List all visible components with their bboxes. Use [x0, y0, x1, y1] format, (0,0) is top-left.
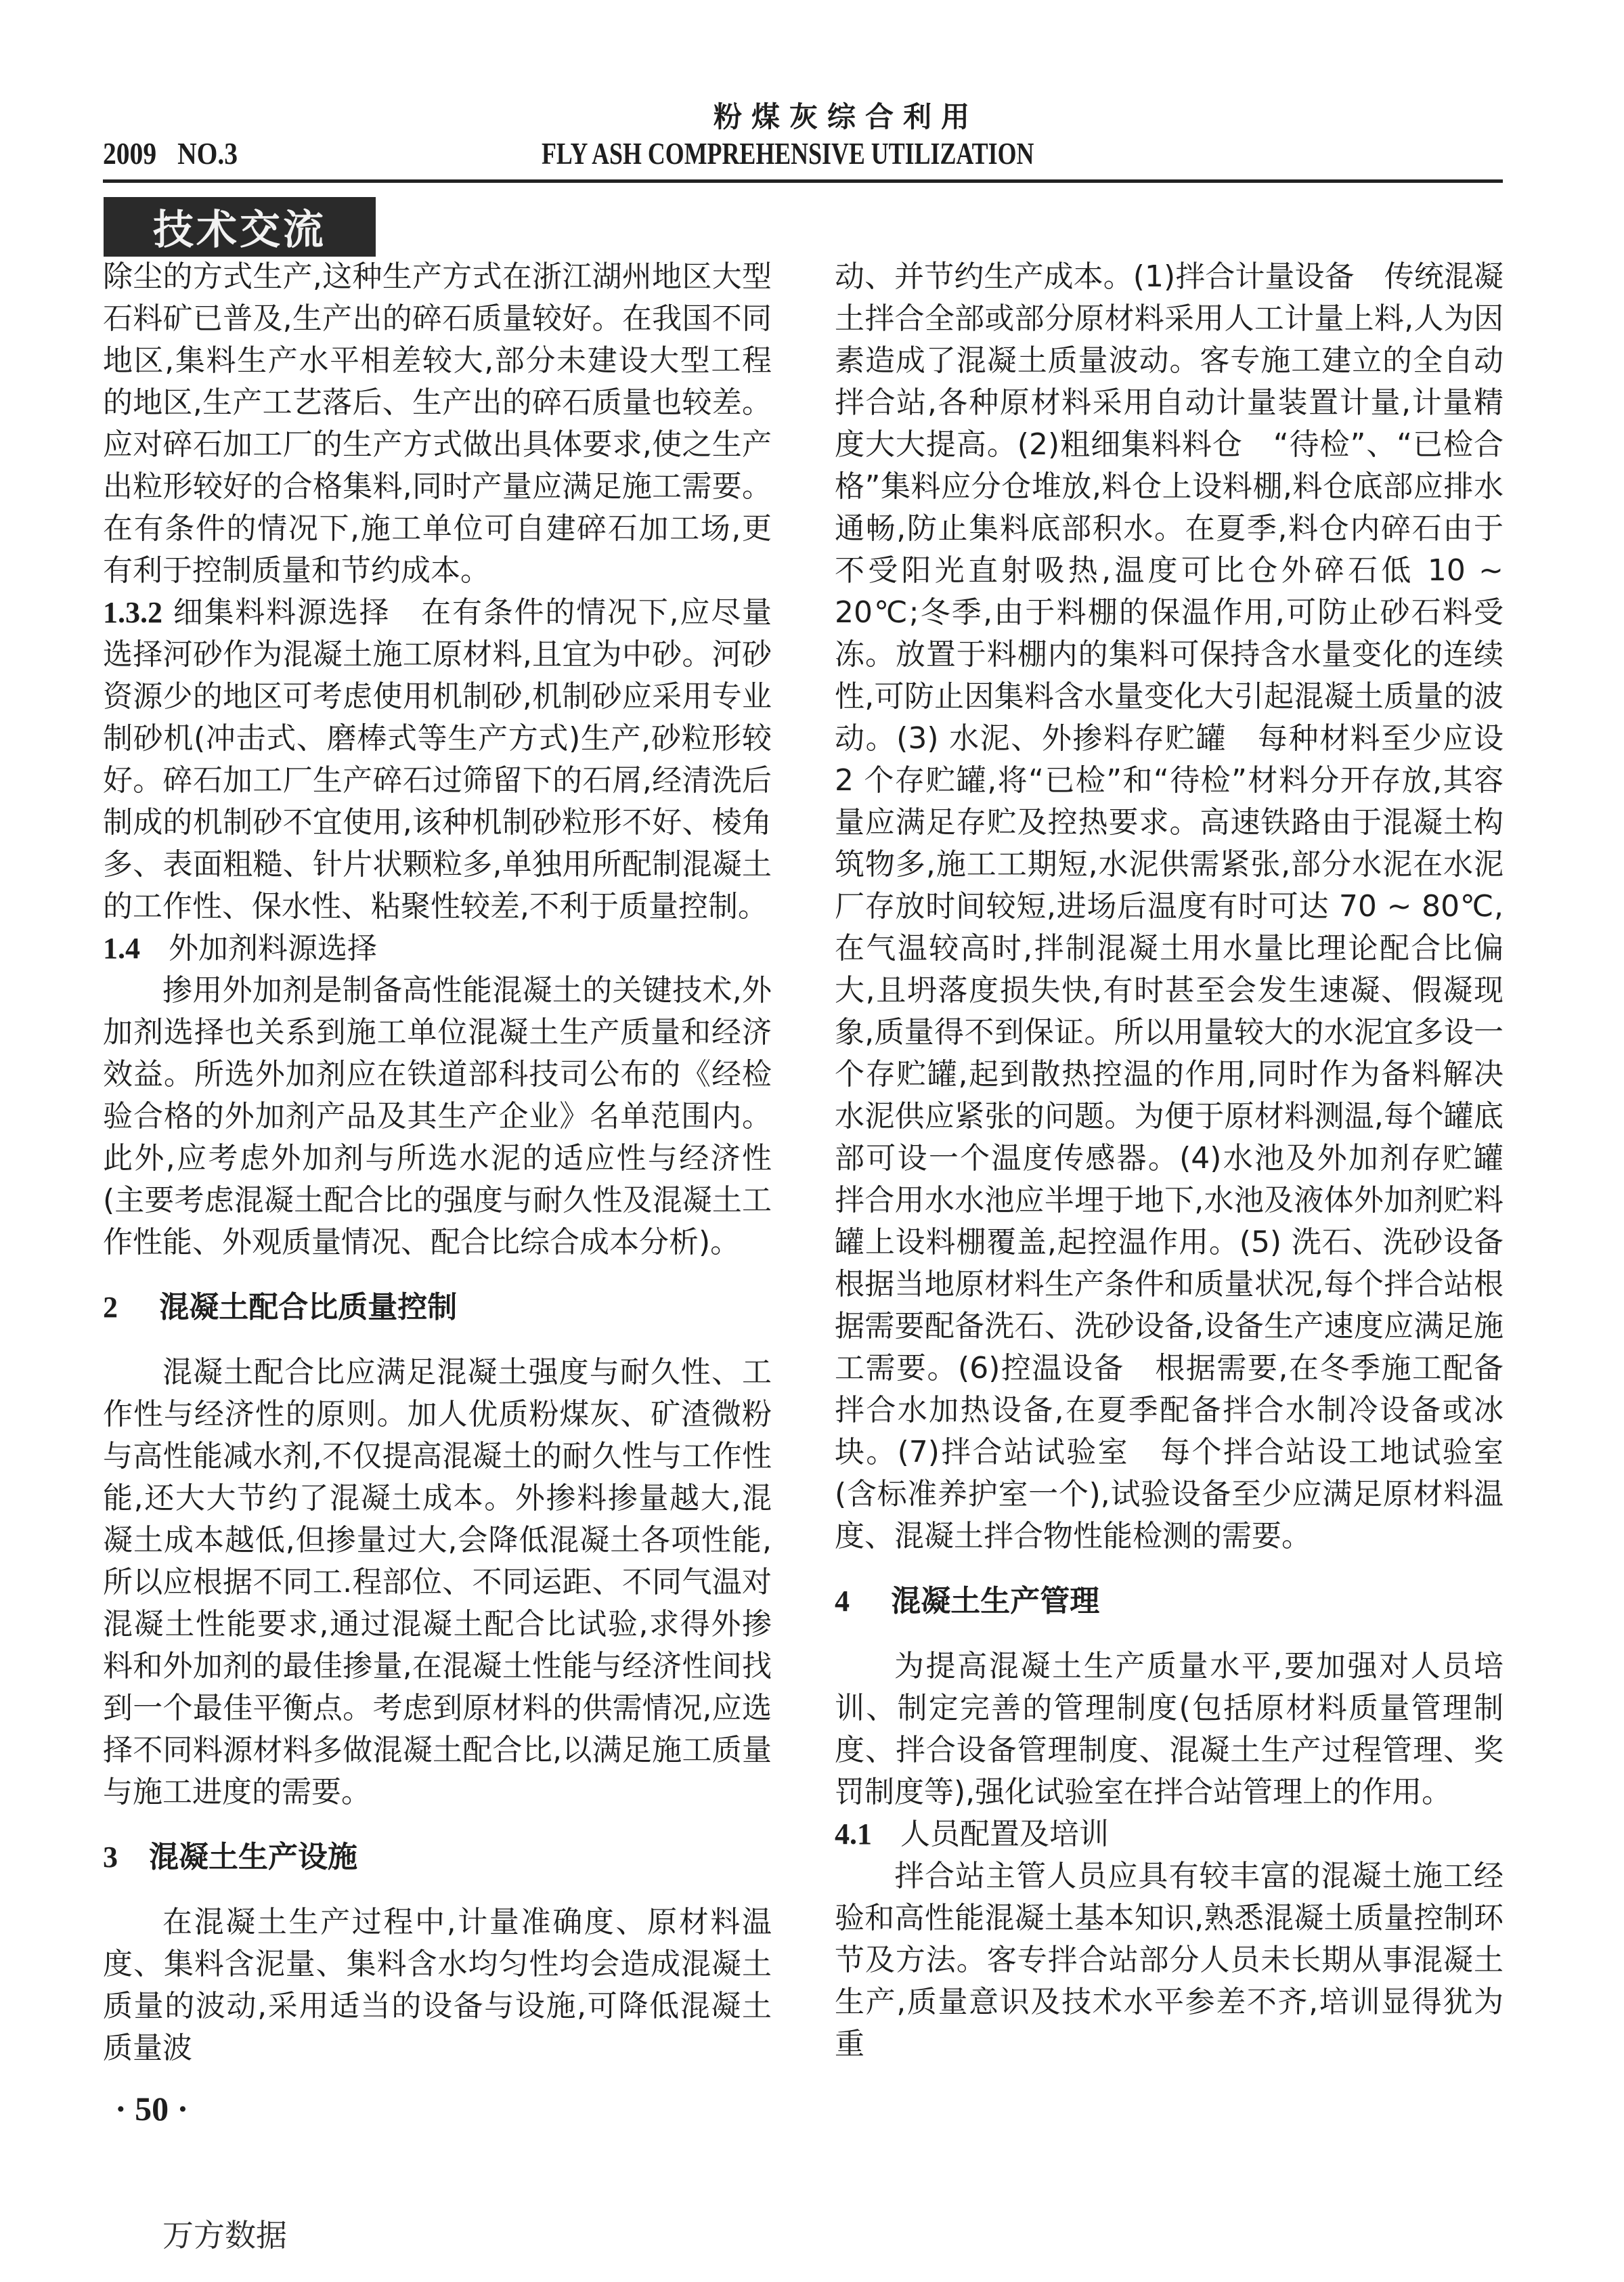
- section-banner: [104, 197, 376, 257]
- page-number: · 50 ·: [115, 2090, 189, 2128]
- section-number: 2: [103, 1291, 118, 1324]
- section-heading-3: [103, 1836, 772, 1878]
- journal-title-en: FLY ASH COMPREHENSIVE UTILIZATION: [542, 136, 1034, 171]
- paragraph: 除尘的方式生产,这种生产方式在浙江湖州地区大型石料矿已普及,生产出的碎石质量较好。在我国不同地区,集料生产水平相差较大,部分未建设大型工程的地区,生产工艺落后、生产出的碎石质量也较差。应对碎石加工厂的生产方式做出具体要求,使之生产出粒形较好的合格集料,同时产量应满足施工需要。在有条件的情况下,施工单位可自建碎石加工场,更有利于控制质量和节约成本。: [103, 259, 772, 588]
- subsection-number: 1.3.2: [103, 596, 162, 629]
- watermark: 万方数据: [162, 2217, 287, 2254]
- subsection-heading-4-1: [835, 1813, 1504, 1855]
- issue-number: NO.3: [177, 136, 238, 171]
- paragraph: 拌合站主管人员应具有较丰富的混凝土施工经验和高性能混凝土基本知识,熟悉混凝土质量控制环节及方法。客专拌合站部分人员未长期从事混凝土生产,质量意识及技术水平参差不齐,培训显得犹为重: [835, 1859, 1504, 2061]
- paragraph: 为提高混凝土生产质量水平,要加强对人员培训、制定完善的管理制度(包括原材料质量管理制度、拌合设备管理制度、混凝土生产过程管理、奖罚制度等),强化试验室在拌合站管理上的作用。: [835, 1649, 1504, 1809]
- paragraph: 混凝土配合比应满足混凝土强度与耐久性、工作性与经济性的原则。加人优质粉煤灰、矿渣微粉与高性能减水剂,不仅提高混凝土的耐久性与工作性能,还大大节约了混凝土成本。外掺料掺量越大,混凝土成本越低,但掺量过大,会降低混凝土各项性能,所以应根据不同工.程部位、不同运距、不同气温对混凝土性能要求,通过混凝土配合比试验,求得外掺料和外加剂的最佳掺量,在混凝土性能与经济性间找到一个最佳平衡点。考虑到原材料的供需情况,应选择不同料源材料多做混凝土配合比,以满足施工质量与施工进度的需要。: [103, 1355, 772, 1809]
- section-heading-2: [103, 1287, 772, 1329]
- paragraph: 在有条件的情况下,应尽量选择河砂作为混凝土施工原材料,且宜为中砂。河砂资源少的地区可考虑使用机制砂,机制砂应采用专业制砂机(冲击式、磨棒式等生产方式)生产,砂粒形较好。碎石加工厂生产碎石过筛留下的石屑,经清洗后制成的机制砂不宜使用,该种机制砂粒形不好、棱角多、表面粗糙、针片状颗粒多,单独用所配制混凝土的工作性、保水性、粘聚性较差,不利于质量控制。: [103, 595, 772, 924]
- section-heading-4: [835, 1580, 1504, 1622]
- subsection-heading-1-4: [103, 928, 772, 970]
- paragraph: 掺用外加剂是制备高性能混凝土的关键技术,外加剂选择也关系到施工单位混凝土生产质量和经济效益。所选外加剂应在铁道部科技司公布的《经检验合格的外加剂产品及其生产企业》名单范围内。此外,应考虑外加剂与所选水泥的适应性与经济性(主要考虑混凝土配合比的强度与耐久性及混凝土工作性能、外观质量情况、配合比综合成本分析)。: [103, 973, 772, 1260]
- section-banner-label: 技术交流: [153, 207, 326, 254]
- section-title: 混凝土生产管理: [891, 1584, 1100, 1618]
- subsection-number: 1.4: [103, 932, 140, 965]
- header-rule: [103, 179, 1503, 183]
- subsection-1-3-2: [103, 592, 772, 928]
- subsection-title: 外加剂料源选择: [168, 931, 377, 966]
- section-title: 混凝土配合比质量控制: [159, 1290, 458, 1325]
- issue-info: [103, 135, 238, 171]
- section-title: 混凝土生产设施: [148, 1840, 357, 1874]
- section-number: 3: [103, 1840, 118, 1874]
- subsection-number: 4.1: [835, 1817, 872, 1851]
- left-column: [103, 256, 772, 2069]
- paragraph: 动、并节约生产成本。(1)拌合计量设备 传统混凝土拌合全部或部分原材料采用人工计量上料,人为因素造成了混凝土质量波动。客专施工建立的全自动拌合站,各种原材料采用自动计量装置计量,计量精度大大提高。(2)粗细集料料仓 “待检”、“已检合格”集料应分仓堆放,料仓上设料棚,料仓底部应排水通畅,防止集料底部积水。在夏季,料仓内碎石由于不受阳光直射吸热,温度可比仓外碎石低 10 ~ 20℃;冬季,由于料棚的保温作用,可防止砂石料受冻。放置于料棚内的集料可保持含水量变化的连续性,可防止因集料含水量变化大引起混凝土质量的波动。(3) 水泥、外掺料存贮罐 每种材料至少应设 2 个存贮罐,将“已检”和“待检”材料分开存放,其容量应满足存贮及控热要求。高速铁路由于混凝土构筑物多,施工工期短,水泥供需紧张,部分水泥在水泥厂存放时间较短,进场后温度有时可达 70 ~ 80℃,在气温较高时,拌制混凝土用水量比理论配合比偏大,且坍落度损失快,有时甚至会发生速凝、假凝现象,质量得不到保证。所以用量较大的水泥宜多设一个存贮罐,起到散热控温的作用,同时作为备料解决水泥供应紧张的问题。为便于原材料测温,每个罐底部可设一个温度传感器。(4)水池及外加剂存贮罐 拌合用水水池应半埋于地下,水池及液体外加剂贮料罐上设料棚覆盖,起控温作用。(5) 洗石、洗砂设备 根据当地原材料生产条件和质量状况,每个拌合站根据需要配备洗石、洗砂设备,设备生产速度应满足施工需要。(6)控温设备 根据需要,在冬季施工配备拌合水加热设备,在夏季配备拌合水制冷设备或冰块。(7)拌合站试验室 每个拌合站设工地试验室(含标准养护室一个),试验设备至少应满足原材料温度、混凝土拌合物性能检测的需要。: [835, 259, 1533, 1553]
- subsection-title: 人员配置及培训: [900, 1817, 1109, 1851]
- section-number: 4: [835, 1585, 850, 1618]
- right-column: [835, 256, 1533, 2065]
- issue-year: 2009: [103, 136, 157, 171]
- journal-title-cn: 粉煤灰综合利用: [713, 100, 979, 133]
- subsection-title: 细集料料源选择: [173, 595, 391, 630]
- paragraph: 在混凝土生产过程中,计量准确度、原材料温度、集料含泥量、集料含水均匀性均会造成混凝土质量的波动,采用适当的设备与设施,可降低混凝土质量波: [103, 1905, 772, 2065]
